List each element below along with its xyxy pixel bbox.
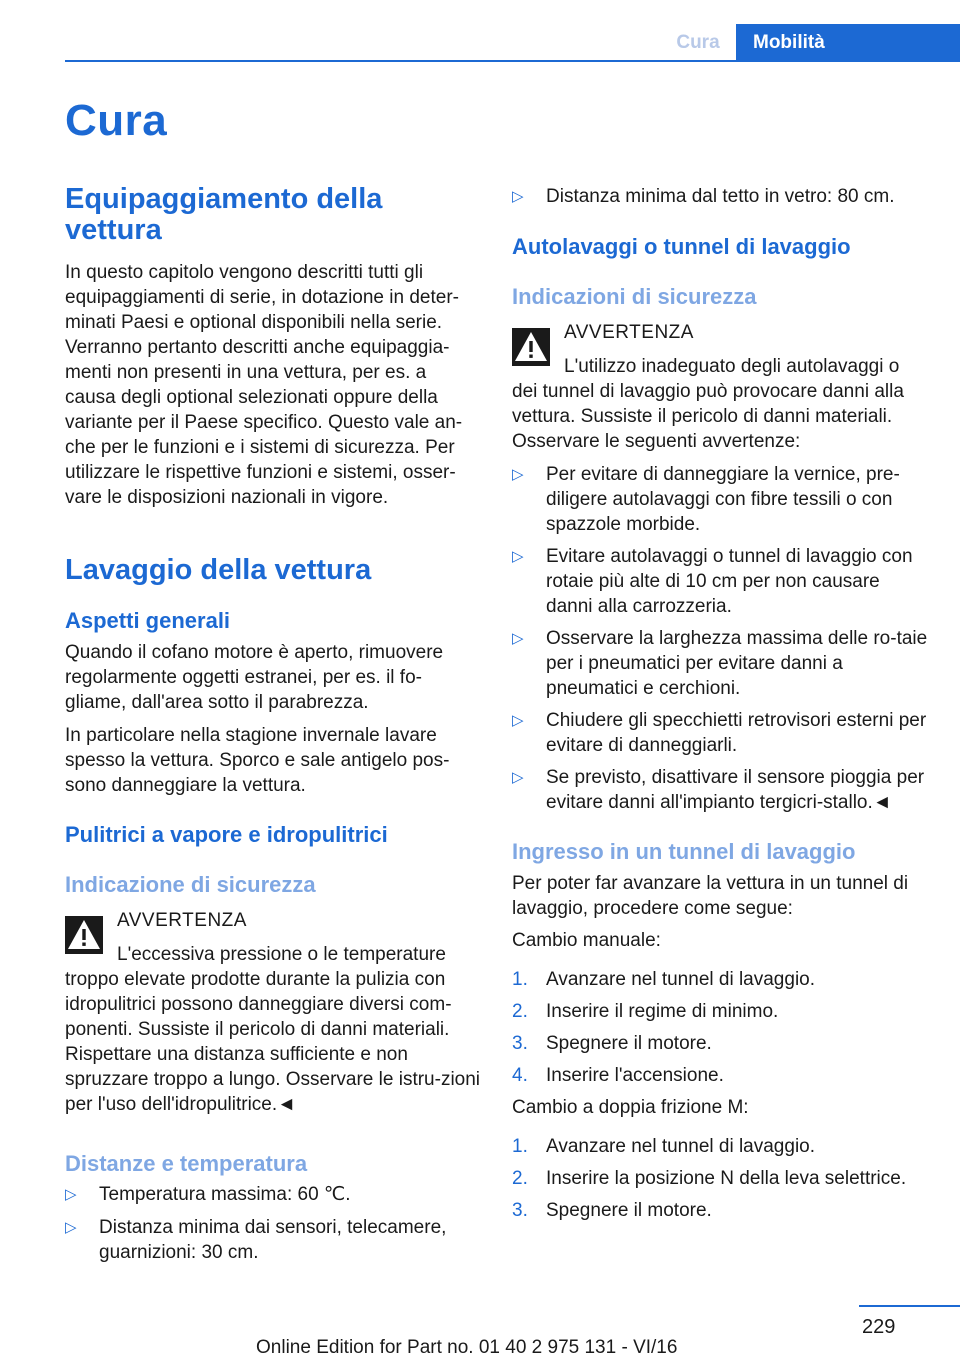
- triangle-bullet-icon: ▷: [512, 188, 524, 205]
- triangle-bullet-icon: ▷: [512, 548, 524, 565]
- warning-title: AVVERTENZA: [564, 322, 694, 343]
- list-item: ▷ Osservare la larghezza massima delle ro-taie per i pneumatici per evitare danni a pneumatici e cerchioni.: [512, 628, 928, 699]
- list-item: 3. Spegnere il motore.: [512, 1033, 712, 1054]
- distanze-list-continued: [512, 184, 928, 209]
- list-item: 2. Inserire la posizione N della leva selettrice.: [512, 1168, 907, 1189]
- left-column: [65, 184, 481, 1265]
- list-item: ▷ Temperatura massima: 60 ℃.: [65, 1184, 351, 1205]
- triangle-bullet-icon: ▷: [65, 1219, 77, 1236]
- page-header: [0, 0, 960, 62]
- header-tab-cura: Cura: [660, 24, 736, 62]
- subsection-title-indicazioni: Indicazioni di sicurezza: [512, 284, 757, 309]
- warning-title: AVVERTENZA: [117, 910, 247, 931]
- page-number: 229: [862, 1316, 896, 1338]
- warning-triangle-icon: [65, 916, 103, 954]
- list-item: 2. Inserire il regime di minimo.: [512, 1001, 779, 1022]
- triangle-bullet-icon: ▷: [65, 1186, 77, 1203]
- footer-rule: [859, 1305, 960, 1307]
- warning-box-autolavaggi: [512, 320, 928, 379]
- subsection-title-indicazione: Indicazione di sicurezza: [65, 872, 316, 897]
- subsection-title-ingresso: Ingresso in un tunnel di lavaggio: [512, 839, 856, 864]
- list-item: 4. Inserire l'accensione.: [512, 1065, 724, 1086]
- edition-line: Online Edition for Part no. 01 40 2 975 131 - VI/16: [256, 1337, 678, 1358]
- list-item: ▷ Distanza minima dal tetto in vetro: 80 cm.: [512, 186, 895, 207]
- warning-text: troppo elevate prodotte durante la pulizia con idropulitrici possono danneggiare diversi com-ponenti. Sussiste il pericolo di danni materiali. Rispettare una distanza sufficiente e non spruzzare troppo a lungo. Osservare le istru-zioni per l'uso dell'idropulitrice.◄: [65, 969, 481, 1115]
- subsection-title-aspetti: Aspetti generali: [65, 608, 231, 633]
- list-item: ▷ Evitare autolavaggi o tunnel di lavaggio con rotaie più alte di 10 cm per non causare danni alla carrozzeria.: [512, 546, 913, 617]
- warning-triangle-icon: [512, 328, 550, 366]
- list-item: 1. Avanzare nel tunnel di lavaggio.: [512, 1136, 816, 1157]
- section-title-equipaggiamento: Equipaggiamento della vettura: [65, 183, 383, 246]
- warning-box-pulitrici: [65, 908, 481, 967]
- page-title: Cura: [65, 96, 168, 145]
- cambio-doppia-steps: [512, 1134, 928, 1223]
- equipaggiamento-text: In questo capitolo vengono descritti tutti gli equipaggiamenti di serie, in dotazione in deter-minati Paesi e optional disponibili nella serie. Verranno pertanto descritti anche equipaggia-menti non presenti in una vettura, per es. a causa degli optional selezionati oppure della variante per il Paese specifico. Questo vale an-che per le funzioni e i sistemi di sicurezza. Per utilizzare le rispettive funzioni e sistemi, osser-vare le disposizioni nazionali in vigore.: [65, 262, 463, 508]
- header-tab-mobilita: Mobilità: [736, 24, 960, 62]
- cambio-manuale-steps: [512, 967, 928, 1088]
- list-item: ▷ Distanza minima dai sensori, telecamere, guarnizioni: 30 cm.: [65, 1217, 447, 1263]
- ingresso-paragraph: Per poter far avanzare la vettura in un tunnel di lavaggio, procedere come segue:: [512, 873, 909, 919]
- list-item: 3. Spegnere il motore.: [512, 1200, 712, 1221]
- triangle-bullet-icon: ▷: [512, 466, 524, 483]
- right-column: [512, 184, 928, 1223]
- warning-text: dei tunnel di lavaggio può provocare danni alla vettura. Sussiste il pericolo di danni materiali. Osservare le seguenti avvertenze:: [512, 381, 904, 452]
- warning-first-line: L'eccessiva pressione o le temperature: [117, 944, 446, 965]
- list-item: ▷ Chiudere gli specchietti retrovisori esterni per evitare di danneggiarli.: [512, 710, 927, 756]
- header-rule: [65, 60, 960, 62]
- list-item: 1. Avanzare nel tunnel di lavaggio.: [512, 969, 816, 990]
- triangle-bullet-icon: ▷: [512, 769, 524, 786]
- distanze-list: [65, 1182, 481, 1265]
- aspetti-paragraph-2: In particolare nella stagione invernale lavare spesso la vettura. Sporco e sale antigelo pos-sono danneggiare la vettura.: [65, 725, 450, 796]
- warning-first-line: L'utilizzo inadeguato degli autolavaggi o: [564, 356, 900, 377]
- triangle-bullet-icon: ▷: [512, 712, 524, 729]
- cambio-doppia-label: Cambio a doppia frizione M:: [512, 1097, 749, 1118]
- triangle-bullet-icon: ▷: [512, 630, 524, 647]
- list-item: ▷ Per evitare di danneggiare la vernice, pre-diligere autolavaggi con fibre tessili o con spazzole morbide.: [512, 464, 900, 535]
- subsection-title-autolavaggi: Autolavaggi o tunnel di lavaggio: [512, 234, 851, 259]
- cambio-manuale-label: Cambio manuale:: [512, 930, 661, 951]
- section-title-lavaggio: Lavaggio della vettura: [65, 554, 372, 586]
- autolavaggi-warning-list: [512, 462, 928, 815]
- subsection-title-pulitrici: Pulitrici a vapore e idropulitrici: [65, 822, 388, 847]
- list-item: ▷ Se previsto, disattivare il sensore pioggia per evitare danni all'impianto tergicri-stallo.◄: [512, 767, 925, 813]
- subsection-title-distanze: Distanze e temperatura: [65, 1151, 308, 1176]
- aspetti-paragraph-1: Quando il cofano motore è aperto, rimuovere regolarmente oggetti estranei, per es. il fo-gliame, dall'area sotto il parabrezza.: [65, 642, 444, 713]
